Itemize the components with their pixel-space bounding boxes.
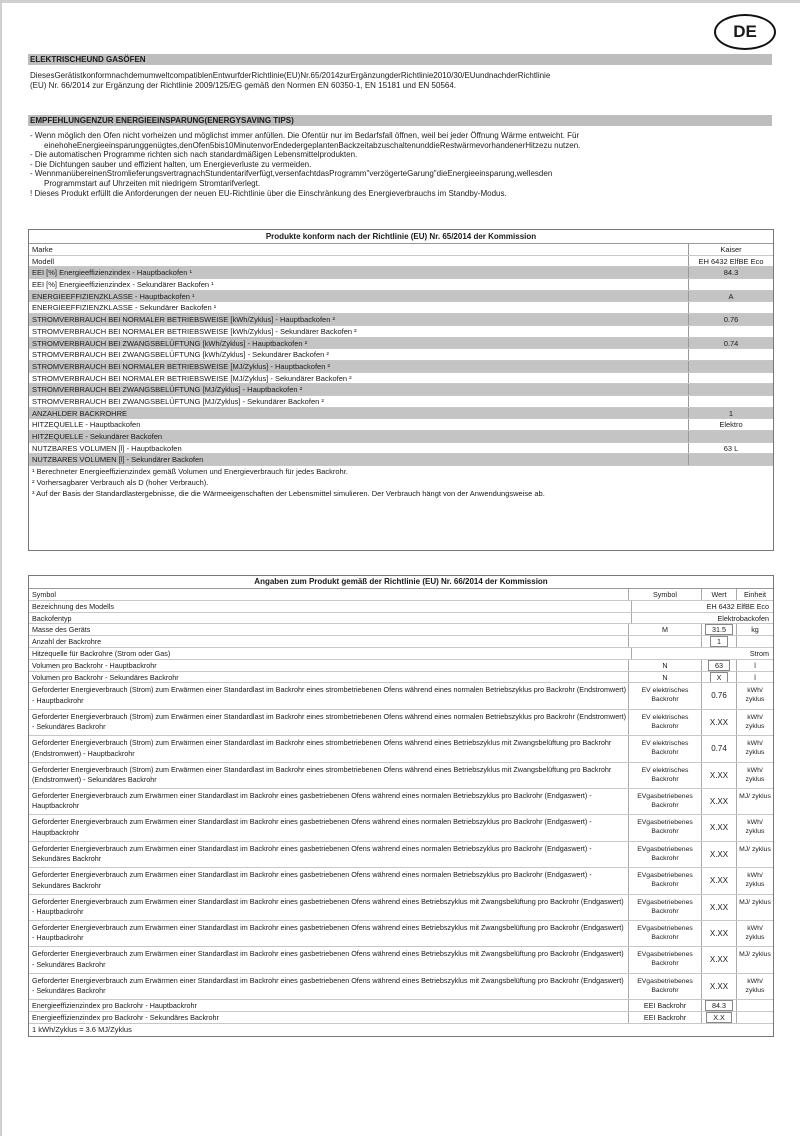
table2-header-value: Wert [701, 589, 736, 600]
table1-label: STROMVERBRAUCH BEI NORMALER BETRIEBSWEISE [kWh/Zyklus] - Hauptbackofen ² [32, 315, 335, 325]
table2-symbol: EVgasbetriebenes Backrohr [628, 895, 701, 920]
table2-label: Geforderter Energieverbrauch zum Erwärmen einer Standardlast im Backrohr eines gasbetriebenen Ofens während eines Betriebszyklus mit Zwangsbelüftung pro Backrohr (Endgaswert) - Sekundäres Backrohr [32, 975, 624, 996]
table1-value: Kaiser [688, 244, 773, 255]
table1-footnote: ² Vorhersagbarer Verbrauch als D (hoher Verbrauch). [32, 478, 209, 488]
table1-value [688, 431, 773, 442]
table1-label: STROMVERBRAUCH BEI ZWANGSBELÜFTUNG [MJ/Zyklus] - Hauptbackofen ² [32, 385, 303, 395]
table-row [29, 842, 773, 868]
table-row [29, 384, 773, 396]
table1-label: STROMVERBRAUCH BEI ZWANGSBELÜFTUNG [MJ/Zyklus] - Sekundärer Backofen ² [32, 396, 324, 406]
table2-unit: MJ/ zyklus [736, 895, 773, 920]
table2-value: X [710, 672, 729, 683]
table-row [29, 302, 773, 314]
table1-label: Marke [32, 245, 53, 254]
table2-unit [736, 1000, 773, 1011]
table2-value: X.XX [701, 921, 736, 946]
table2-value: 0.74 [701, 736, 736, 761]
table1-value: 0.74 [688, 338, 773, 349]
energy-tip-line: - WennmanübereinenStromlieferungsvertragnachStundentarifverfügt,versenfachtdasProgramm"verzögerteGarung"dieEnergieeinsparung,wellesden [30, 169, 553, 179]
table-row [29, 291, 773, 303]
table2-label: Masse des Geräts [32, 625, 91, 635]
table2-value-cell [701, 660, 736, 671]
section-heading-ovens: ELEKTRISCHEUND GASÖFEN [28, 54, 772, 65]
table2-unit: l [736, 660, 773, 671]
table-row [29, 868, 773, 894]
table-row [29, 244, 773, 256]
energy-tips-list [30, 131, 772, 198]
table1-label: EEI [%] Energieeffizienzindex - Hauptbackofen ¹ [32, 268, 192, 278]
section-ovens-line: DiesesGerätistkonformnachdemumweltcompatiblenEntwurfderRichtlinie(EU)Nr.65/2014zurErgänzungderRichtlinie2010/30/EUundnachderRichtlinie [30, 71, 551, 80]
table2-value: X.XX [701, 868, 736, 893]
energy-tip-line: einehoheEnergieeinsparunggenügtes,denOfen5bis10MinutenvorEndedergeplantenBackzeitabzuschaltenunddieRestwärmevorhandenerHitzezu nutzen. [44, 140, 581, 150]
table-row [29, 815, 773, 841]
energy-tip-line: - Wenn möglich den Ofen nicht vorheizen und möglichst immer anfüllen. Die Ofentür nur im Bedarfsfall öffnen, weil bei jeder Öffnung Wärme entweicht. Für [30, 131, 580, 140]
table1-value [688, 454, 773, 465]
table2-unit: kWh/ zyklus [736, 683, 773, 708]
table2-value: X.XX [701, 974, 736, 999]
table-eu-66-2014 [28, 575, 774, 1037]
table1-value: EH 6432 ElfBE Eco [688, 256, 773, 267]
table2-header-symbol: Symbol [628, 589, 701, 600]
table2-value: 84.3 [705, 1000, 733, 1011]
table2-value: 63 [708, 660, 730, 671]
table-row [29, 601, 773, 613]
table1-value: 63 L [688, 443, 773, 454]
table2-label: Geforderter Energieverbrauch zum Erwärmen einer Standardlast im Backrohr eines gasbetriebenen Ofens während eines Betriebszyklus mit Zwangsbelüftung pro Backrohr (Endgaswert) - Hauptbackrohr [32, 896, 624, 916]
table-row [29, 648, 773, 660]
table1-title: Produkte konform nach der Richtlinie (EU) Nr. 65/2014 der Kommission [29, 230, 773, 244]
section-ovens-line: (EU) Nr. 66/2014 zur Ergänzung der Richtlinie 2009/125/EG gemäß den Normen EN 60350-1, EN 15181 und EN 50564. [30, 81, 457, 90]
table1-value: 84.3 [688, 267, 773, 278]
table1-label: STROMVERBRAUCH BEI NORMALER BETRIEBSWEISE [MJ/Zyklus] - Hauptbackofen ² [32, 361, 330, 371]
table1-label: HITZEQUELLE - Hauptbackofen [32, 420, 141, 430]
table2-value: 0.76 [701, 683, 736, 708]
table1-value [688, 373, 773, 384]
table2-unit: l [736, 672, 773, 683]
table1-value [688, 326, 773, 337]
table1-label: ANZAHLDER BACKROHRE [32, 408, 128, 418]
table2-label: Hitzequelle für Backrohre (Strom oder Gas) [32, 648, 171, 658]
table-row [29, 338, 773, 350]
language-badge: DE [714, 14, 776, 50]
table-row [29, 636, 773, 648]
table2-value: X.XX [701, 815, 736, 840]
table2-footnote: 1 kWh/Zyklus = 3.6 MJ/Zyklus [32, 1024, 132, 1034]
table2-unit [736, 636, 773, 647]
table-row [29, 895, 773, 921]
table2-span-value: Elektrobackofen [631, 613, 773, 624]
table-row [29, 349, 773, 361]
table2-unit: kWh/ zyklus [736, 868, 773, 893]
table1-value [688, 349, 773, 360]
table2-label: Geforderter Energieverbrauch zum Erwärmen einer Standardlast im Backrohr eines gasbetriebenen Ofens während eines normalen Betriebszyklus pro Backrohr (Endgaswert) - Sekundäres Backrohr [32, 870, 592, 890]
table2-unit [736, 1012, 773, 1023]
table2-label: Geforderter Energieverbrauch zum Erwärmen einer Standardlast im Backrohr eines gasbetriebenen Ofens während eines Betriebszyklus mit Zwangsbelüftung pro Backrohr (Endgaswert) - Sekundäres Backrohr [32, 949, 624, 969]
table1-label: HITZEQUELLE - Sekundärer Backofen [32, 432, 163, 441]
table-row [29, 789, 773, 815]
table2-label: Geforderter Energieverbrauch zum Erwärmen einer Standardlast im Backrohr eines gasbetriebenen Ofens während eines normalen Betriebszyklus pro Backrohr (Endgaswert) - Hauptbackrohr [32, 790, 592, 811]
section-ovens-text [30, 71, 772, 91]
table2-label: Volumen pro Backrohr - Sekundäres Backrohr [32, 672, 179, 682]
table2-value: X.XX [701, 710, 736, 735]
table2-header-row [29, 589, 773, 601]
table2-value-cell [701, 672, 736, 683]
table-row [29, 1000, 773, 1012]
table1-value [688, 279, 773, 290]
table2-value-cell [701, 1000, 736, 1011]
table2-label: Backofentyp [32, 613, 72, 623]
table1-label: STROMVERBRAUCH BEI NORMALER BETRIEBSWEISE [kWh/Zyklus] - Sekundärer Backofen ² [32, 326, 357, 336]
table2-label: Anzahl der Backrohre [32, 637, 102, 647]
table2-title: Angaben zum Produkt gemäß der Richtlinie (EU) Nr. 66/2014 der Kommission [29, 576, 773, 589]
table-row [29, 256, 773, 268]
table-row [29, 279, 773, 291]
table1-value: Elektro [688, 419, 773, 430]
energy-tip-line: - Die automatischen Programme richten sich nach standardmäßigen Lebensmittelprodukten. [30, 150, 358, 160]
table-row [29, 974, 773, 1000]
table1-value [688, 361, 773, 372]
table-row [29, 361, 773, 373]
table1-label: STROMVERBRAUCH BEI ZWANGSBELÜFTUNG [kWh/Zyklus] - Sekundärer Backofen ² [32, 350, 329, 360]
table1-label: STROMVERBRAUCH BEI NORMALER BETRIEBSWEISE [MJ/Zyklus] - Sekundärer Backofen ² [32, 373, 352, 383]
table-row [29, 947, 773, 973]
table-row [29, 683, 773, 709]
table-row [29, 763, 773, 789]
table2-symbol: EVgasbetriebenes Backrohr [628, 815, 701, 840]
table1-label: ENERGIEEFFIZIENZKLASSE - Hauptbackofen ¹ [32, 291, 195, 301]
section-heading-energy-tips: EMPFEHLUNGENZUR ENERGIEEINSPARUNG(ENERGYSAVING TIPS) [28, 115, 772, 126]
table-row [29, 408, 773, 420]
table2-span-value: Strom [631, 648, 773, 659]
table2-unit: kWh/ zyklus [736, 921, 773, 946]
table2-unit: MJ/ zyklus [736, 842, 773, 867]
page-edge-left [0, 0, 2, 1136]
table2-label: Geforderter Energieverbrauch zum Erwärmen einer Standardlast im Backrohr eines gasbetriebenen Ofens während eines normalen Betriebszyklus pro Backrohr (Endgaswert) - Sekundäres Backrohr [32, 843, 592, 864]
table2-label: Geforderter Energieverbrauch zum Erwärmen einer Standardlast im Backrohr eines gasbetriebenen Ofens während eines Betriebszyklus mit Zwangsbelüftung pro Backrohr (Endgaswert) - Hauptbackrohr [32, 922, 624, 943]
table2-symbol: EVgasbetriebenes Backrohr [628, 842, 701, 867]
table1-label: NUTZBARES VOLUMEN [l] - Hauptbackofen [32, 443, 182, 453]
table2-span-value: EH 6432 ElfBE Eco [631, 601, 773, 612]
table2-unit: kWh/ zyklus [736, 974, 773, 999]
table1-value [688, 396, 773, 407]
table-row [29, 660, 773, 672]
table2-symbol: EVgasbetriebenes Backrohr [628, 789, 701, 814]
table2-unit: MJ/ zyklus [736, 947, 773, 972]
table1-value [688, 302, 773, 313]
table2-header-unit: Einheit [736, 589, 773, 600]
table-row [29, 443, 773, 455]
table2-symbol: EV elektrisches Backrohr [628, 683, 701, 708]
table-row [29, 672, 773, 684]
table2-symbol: EEI Backrohr [628, 1012, 701, 1023]
table-row [29, 373, 773, 385]
table2-symbol: EV elektrisches Backrohr [628, 763, 701, 788]
table-row [29, 921, 773, 947]
table2-symbol: N [628, 672, 701, 683]
table-row [29, 710, 773, 736]
table2-value: X.XX [701, 789, 736, 814]
table2-value: X.XX [701, 947, 736, 972]
table2-value: X.XX [701, 763, 736, 788]
table2-unit: kWh/ zyklus [736, 763, 773, 788]
table1-label: STROMVERBRAUCH BEI ZWANGSBELÜFTUNG [kWh/Zyklus] - Hauptbackofen ² [32, 338, 308, 348]
table1-value [688, 384, 773, 395]
table-row [29, 431, 773, 443]
table2-value-cell [701, 624, 736, 635]
table1-value: 1 [688, 408, 773, 419]
table2-label: Geforderter Energieverbrauch (Strom) zum Erwärmen einer Standardlast im Backrohr eines strombetriebenen Ofens während eines Betriebszyklus mit Zwangsbelüftung pro Backrohr (Endstromwert) - Sekundäres Backrohr [32, 764, 612, 785]
table2-symbol: EVgasbetriebenes Backrohr [628, 921, 701, 946]
table2-symbol: EVgasbetriebenes Backrohr [628, 868, 701, 893]
table2-symbol: EV elektrisches Backrohr [628, 710, 701, 735]
table2-symbol: EVgasbetriebenes Backrohr [628, 974, 701, 999]
table2-value-cell [701, 636, 736, 647]
energy-tip-line: ! Dieses Produkt erfüllt die Anforderungen der neuen EU-Richtlinie über die Einschränkung des Energieverbrauchs im Standby-Modus. [30, 188, 507, 198]
table2-label: Geforderter Energieverbrauch zum Erwärmen einer Standardlast im Backrohr eines gasbetriebenen Ofens während eines normalen Betriebszyklus pro Backrohr (Endgaswert) - Hauptbackrohr [32, 817, 592, 837]
table2-label: Energieeffizienzindex pro Backrohr - Sekundäres Backrohr [32, 1012, 219, 1022]
table2-symbol [628, 636, 701, 647]
table2-value: X.XX [701, 895, 736, 920]
table2-label: Geforderter Energieverbrauch (Strom) zum Erwärmen einer Standardlast im Backrohr eines strombetriebenen Ofens während eines normalen Betriebszyklus pro Backrohr (Endstromwert) - Sekundäres Backrohr [32, 711, 627, 732]
table1-label: EEI [%] Energieeffizienzindex - Sekundärer Backofen ¹ [32, 280, 214, 290]
table2-unit: kg [736, 624, 773, 635]
table2-label: Bezeichnung des Modells [32, 601, 114, 611]
table2-label: Geforderter Energieverbrauch (Strom) zum Erwärmen einer Standardlast im Backrohr eines strombetriebenen Ofens während eines normalen Betriebszyklus pro Backrohr (Endstromwert) - Hauptbackrohr [32, 685, 627, 705]
table-row [29, 419, 773, 431]
table1-label: Modell [32, 256, 55, 266]
table-row [29, 396, 773, 408]
table2-symbol: EEI Backrohr [628, 1000, 701, 1011]
table-row [29, 736, 773, 762]
table2-unit: kWh/ zyklus [736, 710, 773, 735]
table2-label: Volumen pro Backrohr - Hauptbackrohr [32, 660, 157, 670]
table1-value: A [688, 291, 773, 302]
table-row [29, 454, 773, 466]
table2-symbol: EV elektrisches Backrohr [628, 736, 701, 761]
table-row [29, 1012, 773, 1024]
table2-value: 1 [710, 636, 728, 647]
table-row [29, 267, 773, 279]
energy-tip-line: Programmstart auf Uhrzeiten mit niedrigem Stromtarifverlegt. [44, 178, 261, 188]
table1-footnote: ¹ Berechneter Energieeffizienzindex gemäß Volumen und Energieverbrauch für jedes Backrohr. [32, 467, 348, 477]
table2-value-cell [701, 1012, 736, 1023]
page-edge-top [0, 0, 800, 3]
table2-value: X.X [706, 1012, 732, 1023]
table2-unit: kWh/ zyklus [736, 736, 773, 761]
table2-header-label: Symbol [32, 590, 56, 599]
table1-label: NUTZBARES VOLUMEN [l] - Sekundärer Backofen [32, 455, 204, 465]
table-row [29, 314, 773, 326]
table2-label: Geforderter Energieverbrauch (Strom) zum Erwärmen einer Standardlast im Backrohr eines strombetriebenen Ofens während eines Betriebszyklus mit Zwangsbelüftung pro Backrohr (Endstromwert) - Hauptbackrohr [32, 738, 612, 758]
table2-value: 31.5 [705, 624, 733, 635]
table2-unit: MJ/ zyklus [736, 789, 773, 814]
table2-unit: kWh/ zyklus [736, 815, 773, 840]
table1-footnote: ³ Auf der Basis der Standardlastergebnisse, die die Wärmeeigenschaften der Lebensmittel simulieren. Der Verbrauch hängt von der Anwendungsweise ab. [32, 489, 545, 499]
table2-symbol: EVgasbetriebenes Backrohr [628, 947, 701, 972]
energy-tip-line: - Die Dichtungen sauber und effizient halten, um Energieverluste zu vermeiden. [30, 159, 312, 169]
table-row [29, 624, 773, 636]
table-row [29, 613, 773, 625]
table1-label: ENERGIEEFFIZIENZKLASSE - Sekundärer Backofen ¹ [32, 303, 217, 313]
table-eu-65-2014 [28, 229, 774, 551]
table2-symbol: N [628, 660, 701, 671]
table2-label: Energieeffizienzindex pro Backrohr - Hauptbackrohr [32, 1001, 197, 1011]
table-row [29, 326, 773, 338]
table2-symbol: M [628, 624, 701, 635]
table2-value: X.XX [701, 842, 736, 867]
table1-value: 0.76 [688, 314, 773, 325]
